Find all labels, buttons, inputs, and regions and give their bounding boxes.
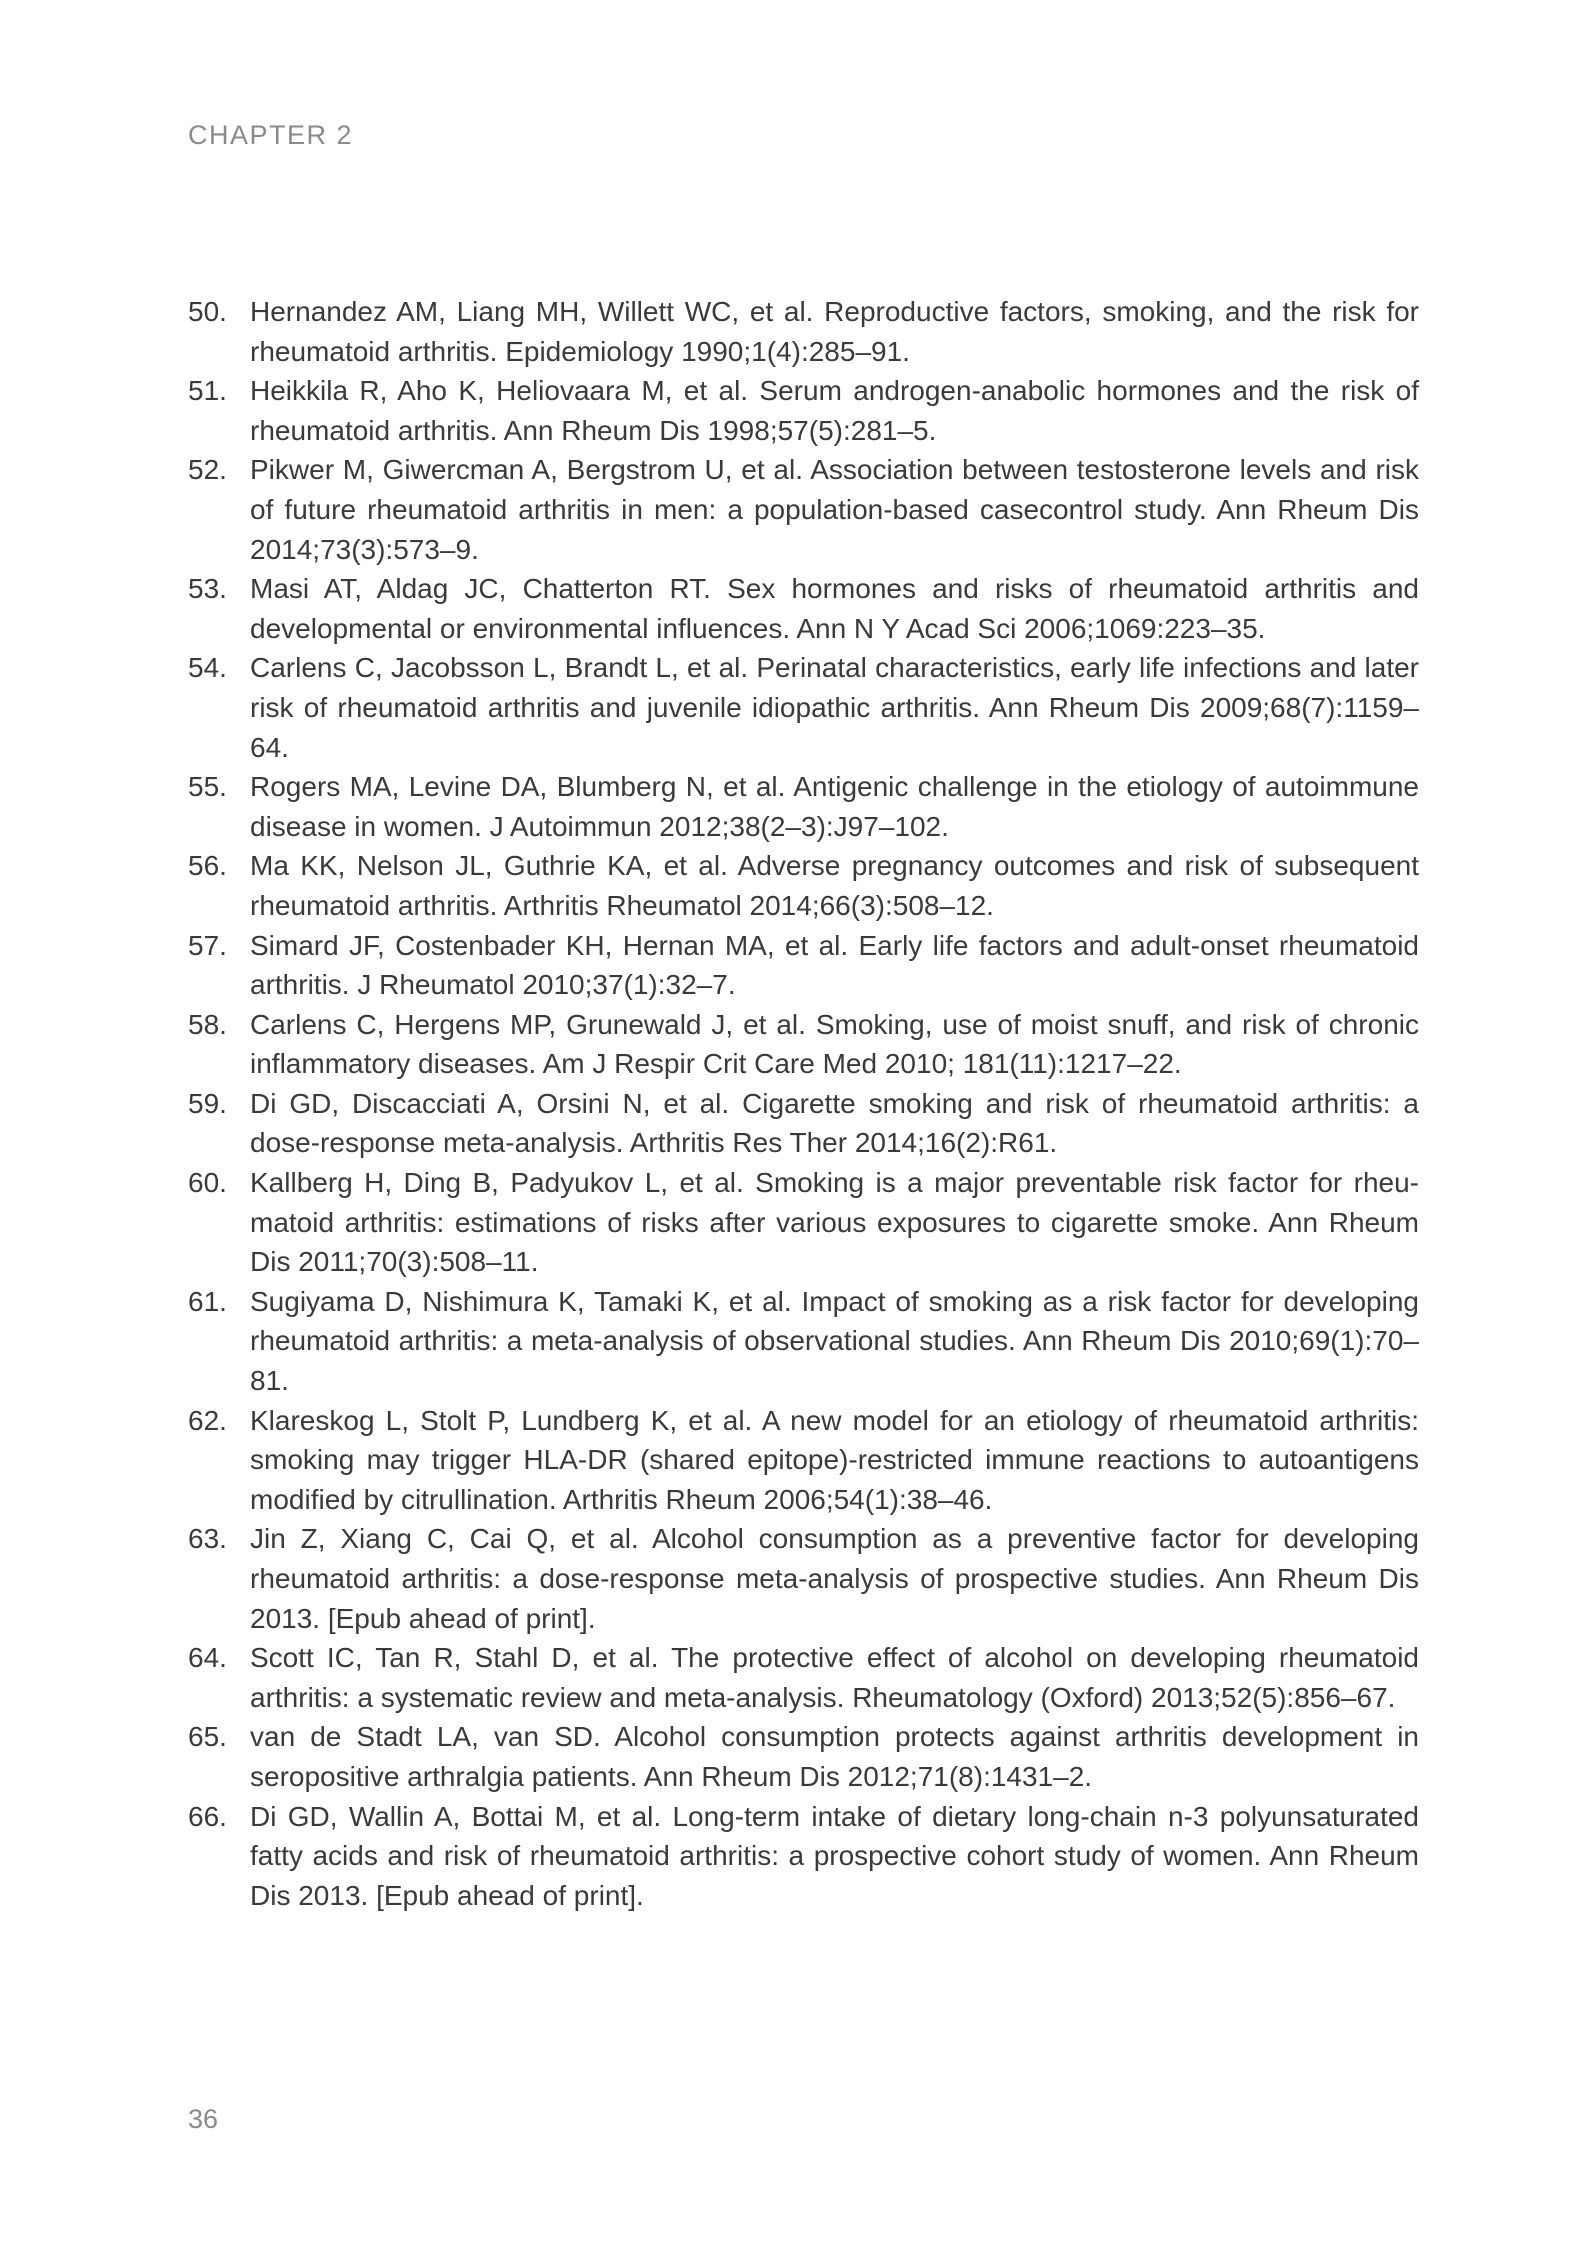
reference-number: 57. bbox=[188, 929, 227, 961]
reference-number: 64. bbox=[188, 1642, 227, 1674]
reference-number: 63. bbox=[188, 1523, 227, 1555]
reference-text: Di GD, Wallin A, Bottai M, et al. Long-term intake of dietary long-chain n-3 polyunsaturated fatty acids and risk of rheumatoid arthritis: a prospective cohort study of women. Ann Rheum Dis 2013. [Epub ahead of print]. bbox=[250, 1800, 1419, 1911]
reference-text: Scott IC, Tan R, Stahl D, et al. The protective effect of alcohol on developing rheumatoid arthritis: a systematic review and meta-analysis. Rheumatology (Oxford) 2013;52(5):856–67. bbox=[250, 1642, 1419, 1713]
reference-text: Klareskog L, Stolt P, Lundberg K, et al. A new model for an etiology of rheumatoid arthritis: smoking may trigger HLA-DR (shared epitope)-restricted immune reactions to autoantigens modified by citrullination. Arthritis Rheum 2006;54(1):38–46. bbox=[250, 1404, 1419, 1515]
reference-number: 53. bbox=[188, 573, 227, 605]
reference-text: Jin Z, Xiang C, Cai Q, et al. Alcohol consumption as a preventive factor for developing rheumatoid arthritis: a dose-response meta-analysis of prospective studies. Ann Rheum Dis 2013. [Epub ahead of print]. bbox=[250, 1523, 1419, 1634]
reference-item bbox=[188, 1519, 1419, 1638]
reference-number: 65. bbox=[188, 1721, 227, 1753]
reference-item bbox=[188, 1717, 1419, 1796]
reference-text: Kallberg H, Ding B, Padyukov L, et al. Smoking is a major preventable risk factor for rheumatoid arthritis: estimations of risks after various exposures to cigarette smoke. Ann Rheum Dis 2011;70(3):508–11. bbox=[250, 1167, 1419, 1278]
reference-item bbox=[188, 767, 1419, 846]
reference-text: Hernandez AM, Liang MH, Willett WC, et al. Reproductive factors, smoking, and the risk for rheumatoid arthritis. Epidemiology 1990;1(4):285–91. bbox=[250, 296, 1419, 367]
reference-item bbox=[188, 926, 1419, 1005]
reference-item bbox=[188, 1084, 1419, 1163]
reference-item bbox=[188, 1163, 1419, 1282]
reference-number: 54. bbox=[188, 652, 227, 684]
reference-text: Carlens C, Hergens MP, Grunewald J, et al. Smoking, use of moist snuff, and risk of chronic inflammatory diseases. Am J Respir Crit Care Med 2010; 181(11):1217–22. bbox=[250, 1008, 1419, 1080]
reference-number: 59. bbox=[188, 1087, 227, 1119]
reference-text: Sugiyama D, Nishimura K, Tamaki K, et al. Impact of smoking as a risk factor for developing rheumatoid arthritis: a meta-analysis of observational studies. Ann Rheum Dis 2010;69(1):70–81. bbox=[250, 1285, 1419, 1397]
reference-number: 55. bbox=[188, 771, 227, 803]
reference-item bbox=[188, 1797, 1419, 1916]
reference-item bbox=[188, 1638, 1419, 1717]
reference-number: 60. bbox=[188, 1167, 227, 1199]
page-number: 36 bbox=[188, 2104, 219, 2134]
reference-text: van de Stadt LA, van SD. Alcohol consumption protects against arthritis development in seropositive arthralgia patients. Ann Rheum Dis 2012;71(8):1431–2. bbox=[250, 1721, 1419, 1792]
reference-item bbox=[188, 1401, 1419, 1520]
reference-text: Carlens C, Jacobsson L, Brandt L, et al. Perinatal characteristics, early life infections and later risk of rheumatoid arthritis and juvenile idiopathic arthritis. Ann Rheum Dis 2009;68(7):1159–64. bbox=[250, 652, 1419, 763]
reference-list bbox=[188, 292, 1419, 1915]
reference-number: 58. bbox=[188, 1008, 227, 1040]
reference-item bbox=[188, 292, 1419, 371]
reference-text: Ma KK, Nelson JL, Guthrie KA, et al. Adverse pregnancy outcomes and risk of subsequent rheumatoid arthritis. Arthritis Rheumatol 2014;66(3):508–12. bbox=[250, 850, 1419, 921]
reference-number: 66. bbox=[188, 1800, 227, 1832]
reference-item bbox=[188, 1282, 1419, 1401]
reference-item bbox=[188, 1005, 1419, 1084]
reference-item bbox=[188, 648, 1419, 767]
reference-text: Heikkila R, Aho K, Heliovaara M, et al. Serum androgen-anabolic hormones and the risk of rheumatoid arthritis. Ann Rheum Dis 1998;57(5):281–5. bbox=[250, 375, 1419, 446]
running-head: CHAPTER 2 bbox=[188, 120, 354, 150]
reference-item bbox=[188, 450, 1419, 569]
reference-number: 62. bbox=[188, 1404, 227, 1436]
reference-number: 52. bbox=[188, 454, 227, 486]
reference-text: Simard JF, Costenbader KH, Hernan MA, et al. Early life factors and adult-onset rheumatoid arthritis. J Rheumatol 2010;37(1):32–7. bbox=[250, 929, 1419, 1001]
reference-text: Pikwer M, Giwercman A, Bergstrom U, et al. Association between testosterone levels and risk of future rheumatoid arthritis in men: a population-based casecontrol study. Ann Rheum Dis 2014;73(3):573–9. bbox=[250, 454, 1419, 565]
reference-item bbox=[188, 371, 1419, 450]
reference-text: Di GD, Discacciati A, Orsini N, et al. Cigarette smoking and risk of rheumatoid arthritis: a dose-response meta-analysis. Arthritis Res Ther 2014;16(2):R61. bbox=[250, 1087, 1419, 1159]
reference-item bbox=[188, 569, 1419, 648]
reference-number: 56. bbox=[188, 850, 227, 882]
reference-number: 51. bbox=[188, 375, 227, 407]
reference-number: 61. bbox=[188, 1285, 227, 1317]
reference-text: Masi AT, Aldag JC, Chatterton RT. Sex hormones and risks of rheumatoid arthritis and developmental or environmental influences. Ann N Y Acad Sci 2006;1069:223–35. bbox=[250, 573, 1419, 644]
reference-number: 50. bbox=[188, 296, 227, 327]
reference-item bbox=[188, 846, 1419, 925]
reference-text: Rogers MA, Levine DA, Blumberg N, et al. Antigenic challenge in the etiology of autoimmune disease in women. J Autoimmun 2012;38(2–3):J97–102. bbox=[250, 771, 1419, 842]
